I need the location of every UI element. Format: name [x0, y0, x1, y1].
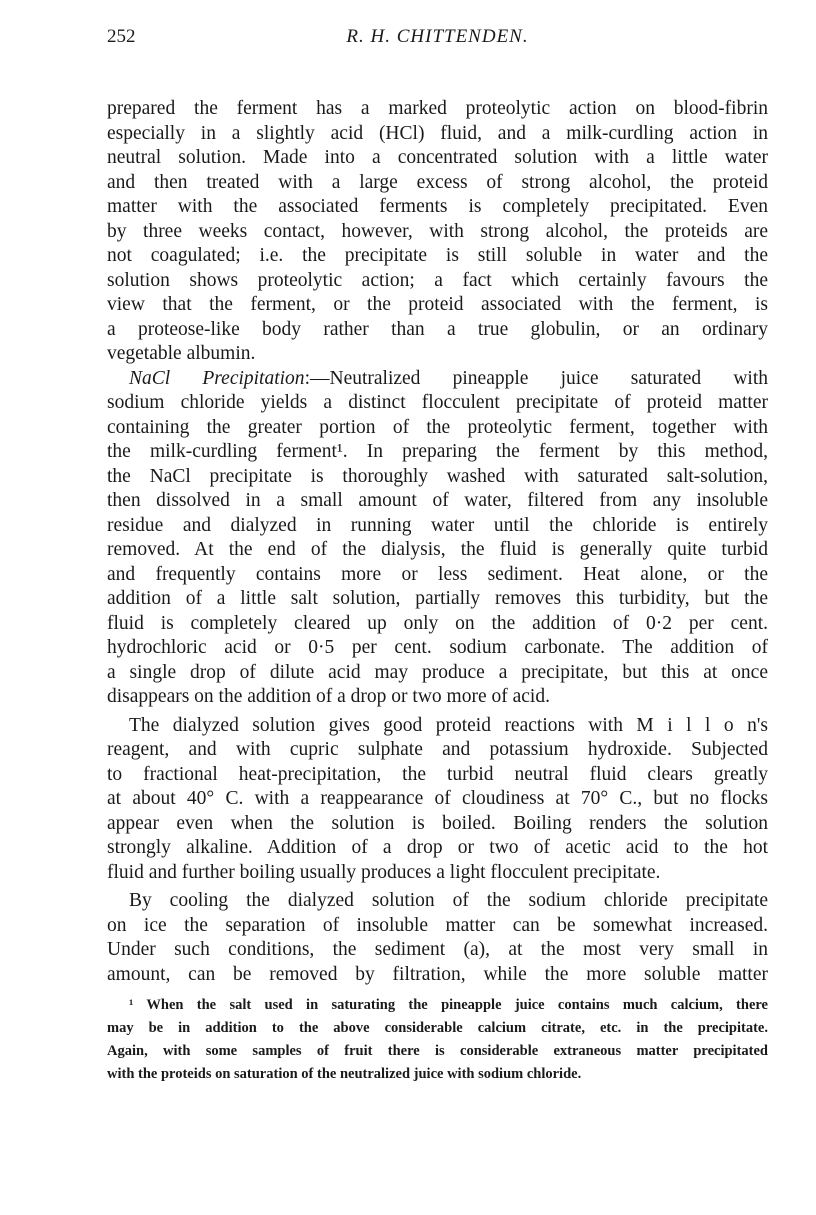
- page-number: 252: [107, 26, 136, 47]
- text-line: addition of a little salt solution, partially removes this turbidity, but the: [107, 588, 768, 609]
- text-line: By cooling the dialyzed solution of the sodium chloride precipitate: [129, 890, 768, 911]
- footnote-line: Again, with some samples of fruit there is considerable extraneous matter precipitated: [107, 1043, 768, 1059]
- text-line: by three weeks contact, however, with strong alcohol, the proteids are: [107, 220, 768, 242]
- paragraph: [107, 889, 768, 987]
- text-line: a single drop of dilute acid may produce a precipitate, but this at once: [107, 661, 768, 683]
- section-lead: NaCl Precipitation: [129, 367, 305, 389]
- running-head: R. H. CHITTENDEN.: [346, 26, 529, 47]
- text-line: The dialyzed solution gives good proteid reactions with M i l l o n's: [129, 714, 768, 736]
- text-line: fluid and further boiling usually produces a light flocculent precipitate.: [107, 861, 661, 883]
- text-line: then dissolved in a small amount of water, filtered from any insoluble: [107, 490, 768, 511]
- text-line: and frequently contains more or less sediment. Heat alone, or the: [107, 563, 768, 585]
- text-line: to fractional heat-precipitation, the turbid neutral fluid clears greatly: [107, 763, 768, 785]
- body-text: [107, 97, 768, 987]
- text-line: fluid is completely cleared up only on the addition of 0·2 per cent.: [107, 612, 768, 634]
- page-header: [107, 26, 768, 54]
- footnote: [107, 994, 768, 1086]
- text-line: the NaCl precipitate is thoroughly washed with saturated salt-solution,: [107, 465, 768, 487]
- text-line: appear even when the solution is boiled. Boiling renders the solution: [107, 812, 768, 834]
- text-line: prepared the ferment has a marked proteolytic action on blood-fibrin: [107, 98, 768, 119]
- paragraph: [107, 97, 768, 367]
- paragraph: [107, 367, 768, 710]
- text-line: matter with the associated ferments is completely precipitated. Even: [107, 196, 768, 217]
- text-line: disappears on the addition of a drop or two more of acid.: [107, 686, 550, 707]
- text-line: Under such conditions, the sediment (a), at the most very small in: [107, 939, 768, 960]
- text-line: reagent, and with cupric sulphate and potassium hydroxide. Subjected: [107, 739, 768, 760]
- text-line: not coagulated; i.e. the precipitate is still soluble in water and the: [107, 245, 768, 266]
- paragraph: [107, 714, 768, 886]
- footnote-line: ¹ When the salt used in saturating the pineapple juice contains much calcium, there: [129, 997, 768, 1013]
- footnote-line: may be in addition to the above considerable calcium citrate, etc. in the precipitate.: [107, 1020, 768, 1036]
- text-line: a proteose-like body rather than a true globulin, or an ordinary: [107, 318, 768, 340]
- text-line: sodium chloride yields a distinct flocculent precipitate of proteid matter: [107, 392, 768, 413]
- text-line: containing the greater portion of the proteolytic ferment, together with: [107, 416, 768, 438]
- text-line: vegetable albumin.: [107, 343, 256, 364]
- text-line: removed. At the end of the dialysis, the fluid is generally quite turbid: [107, 539, 768, 560]
- text-line: solution shows proteolytic action; a fact which certainly favours the: [107, 269, 768, 291]
- text-line: especially in a slightly acid (HCl) fluid, and a milk-curdling action in: [107, 122, 768, 144]
- text-line: and then treated with a large excess of strong alcohol, the proteid: [107, 171, 768, 193]
- text-line: neutral solution. Made into a concentrated solution with a little water: [107, 147, 768, 168]
- text-line: view that the ferment, or the proteid associated with the ferment, is: [107, 294, 768, 315]
- text-line: residue and dialyzed in running water until the chloride is entirely: [107, 514, 768, 536]
- text-line: at about 40° C. with a reappearance of cloudiness at 70° C., but no flocks: [107, 788, 768, 809]
- text-line: on ice the separation of insoluble matter can be somewhat increased.: [107, 914, 768, 936]
- text-line: the milk-curdling ferment¹. In preparing the ferment by this method,: [107, 441, 768, 462]
- text-run: :—Neutralized pineapple juice saturated with: [304, 367, 768, 389]
- text-line: strongly alkaline. Addition of a drop or two of acetic acid to the hot: [107, 837, 768, 858]
- text-line: amount, can be removed by filtration, while the more soluble matter: [107, 963, 768, 985]
- footnote-line: with the proteids on saturation of the neutralized juice with sodium chloride.: [107, 1066, 582, 1082]
- text-line: [107, 367, 768, 392]
- text-line: hydrochloric acid or 0·5 per cent. sodium carbonate. The addition of: [107, 637, 768, 658]
